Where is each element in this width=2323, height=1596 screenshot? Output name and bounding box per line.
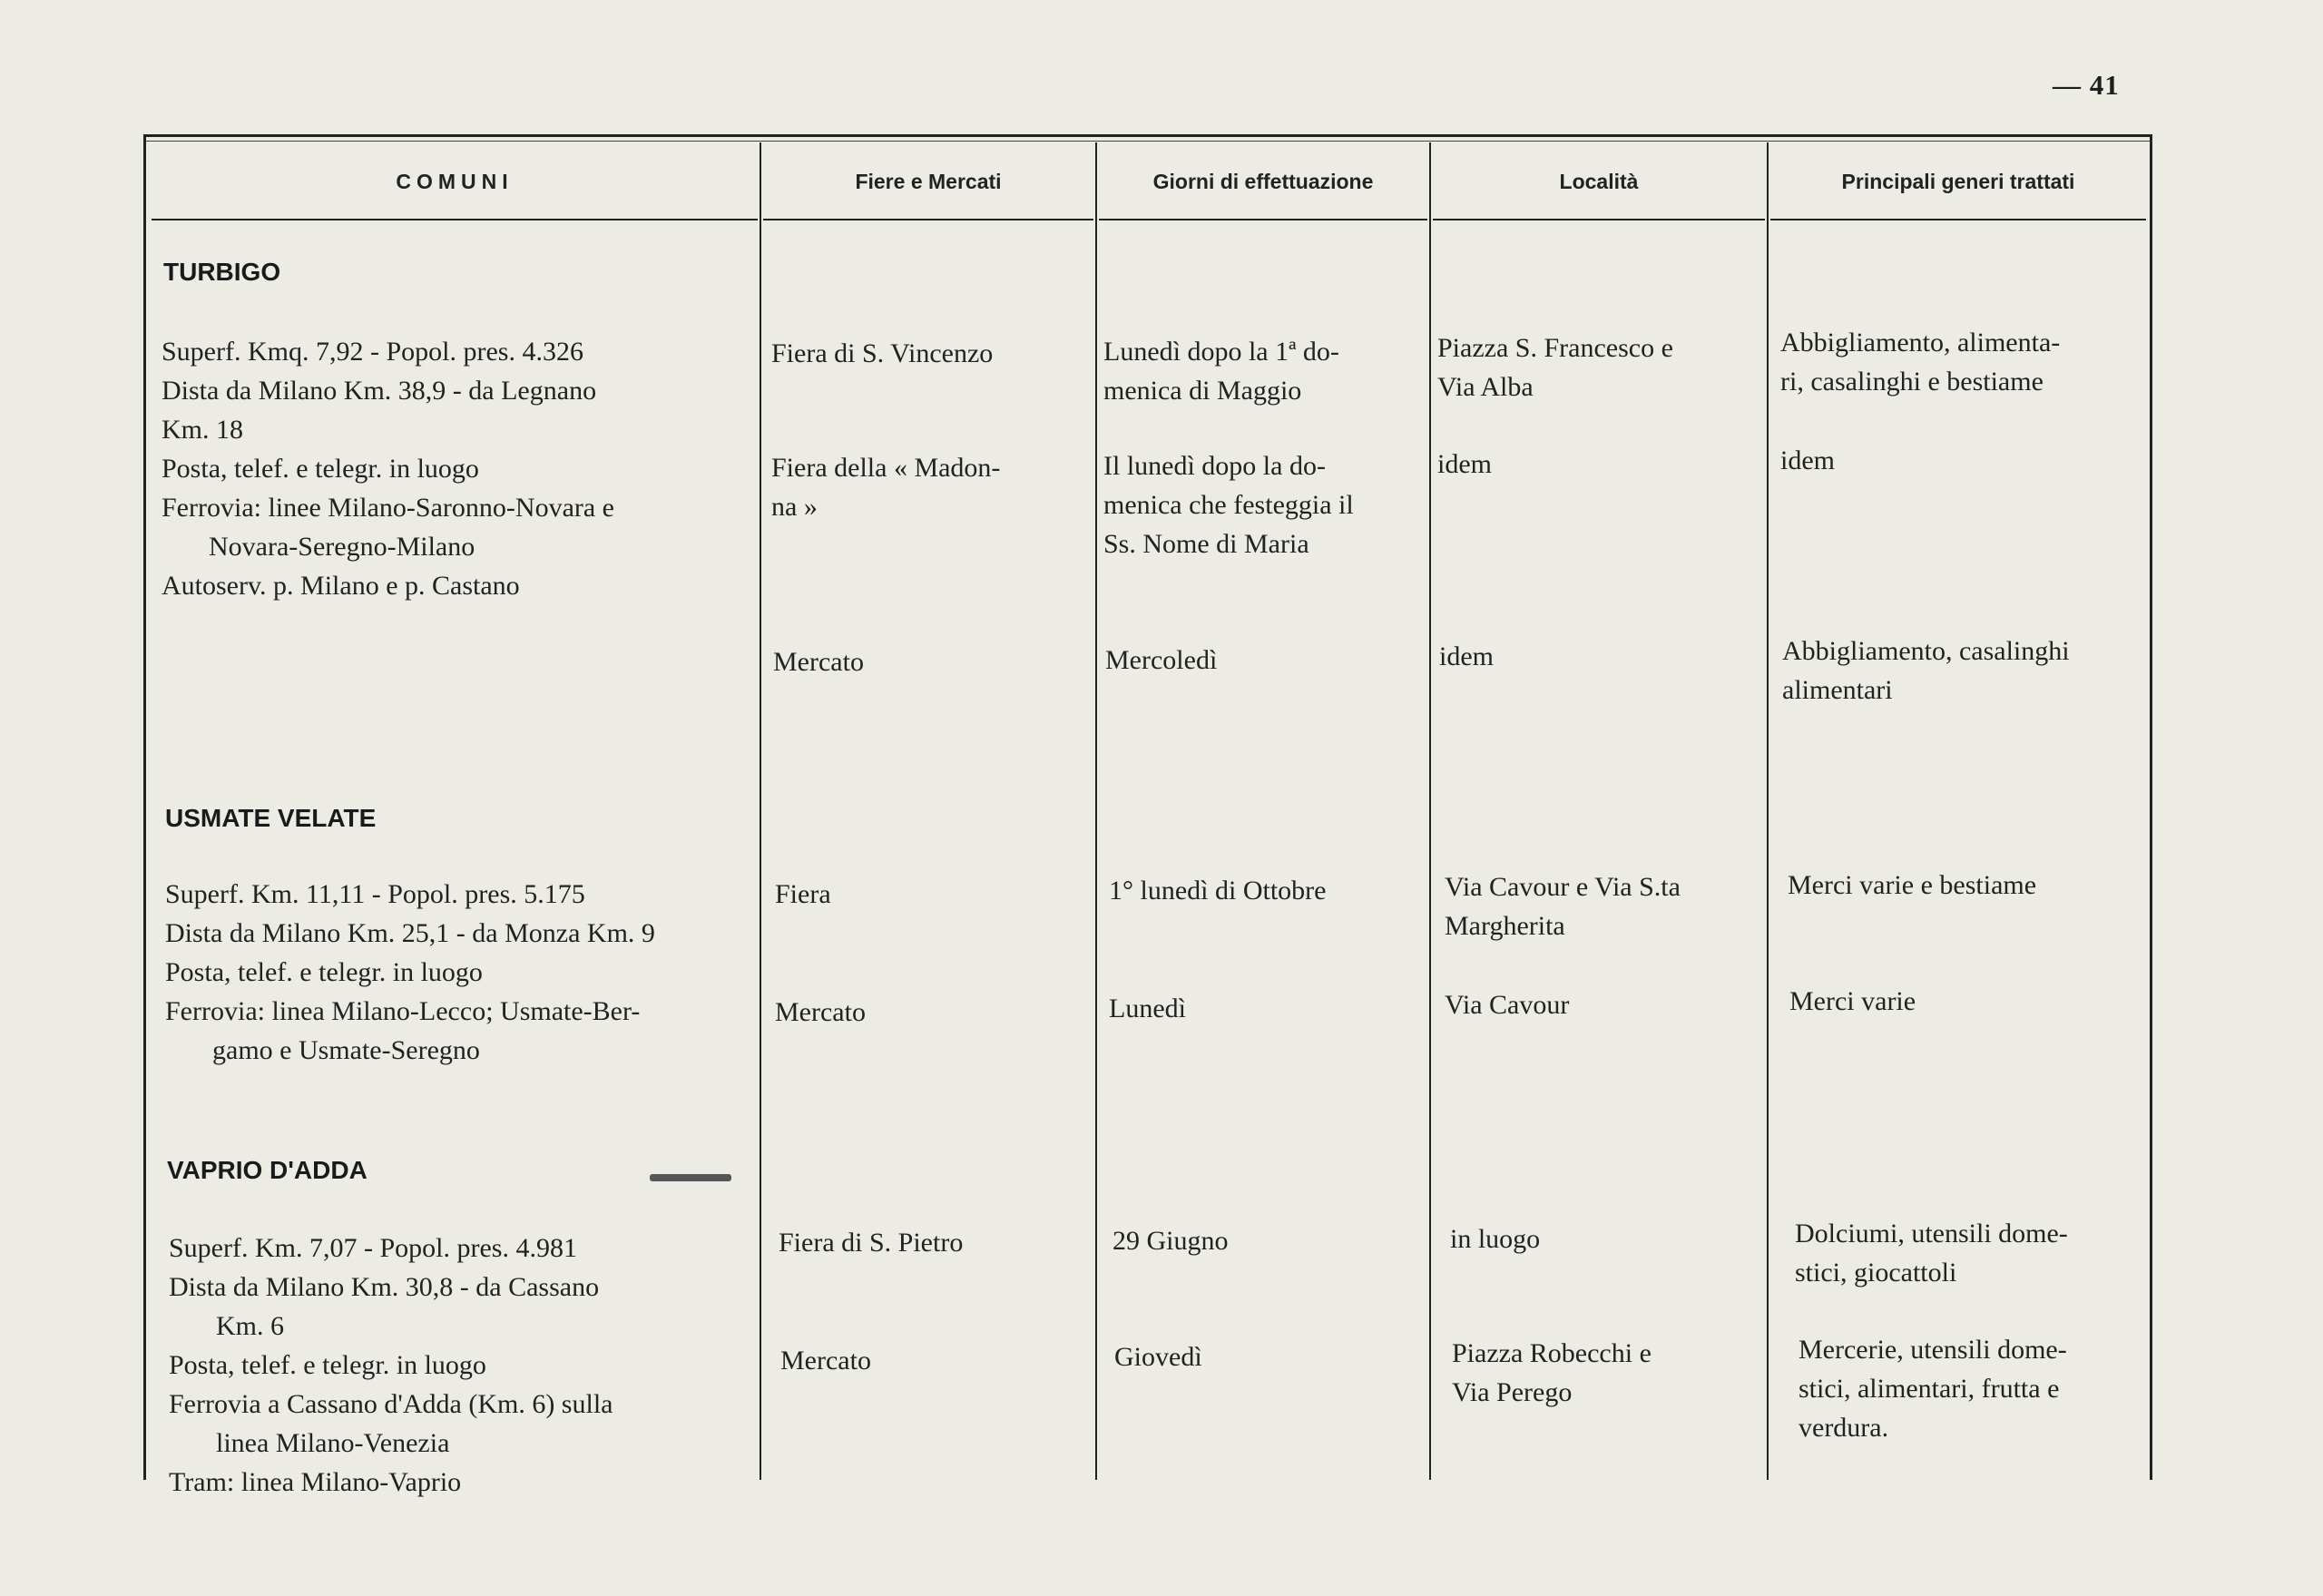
header-giorni: Giorni di effettuazione <box>1099 144 1427 220</box>
fiera-line: Mercato <box>775 997 866 1027</box>
page-number: — 41 <box>2053 69 2120 101</box>
localita-line: Via Cavour e Via S.ta <box>1445 872 1681 902</box>
fiera-cell <box>780 1341 1071 1380</box>
fiera-line: Fiera della « Madon- <box>771 453 1001 483</box>
info-line: Dista da Milano Km. 30,8 - da Cassano <box>169 1272 600 1302</box>
info-line: Novara-Seregno-Milano <box>209 532 475 562</box>
info-line: Posta, telef. e telegr. in luogo <box>169 1350 486 1380</box>
info-line: Ferrovia: linee Milano-Saronno-Novara e <box>162 493 614 523</box>
localita-cell <box>1450 1219 1762 1258</box>
localita-line: in luogo <box>1450 1224 1541 1254</box>
town-name: USMATE VELATE <box>165 804 377 832</box>
info-line: linea Milano-Venezia <box>216 1428 450 1458</box>
generi-line: Abbigliamento, casalinghi <box>1782 636 2070 666</box>
generi-line: idem <box>1780 446 1835 475</box>
localita-line: Via Perego <box>1452 1377 1573 1407</box>
giorni-cell <box>1109 989 1419 1028</box>
giorni-line: 29 Giugno <box>1112 1226 1229 1256</box>
giorni-line: Lunedì <box>1109 994 1186 1023</box>
giorni-line: 1° lunedì di Ottobre <box>1109 876 1327 906</box>
localita-line: Via Cavour <box>1445 990 1570 1020</box>
giorni-cell <box>1109 871 1419 910</box>
info-line: Dista da Milano Km. 38,9 - da Legnano <box>162 376 597 406</box>
info-line: gamo e Usmate-Seregno <box>212 1035 480 1065</box>
localita-cell <box>1445 985 1757 1024</box>
column-divider <box>1429 142 1431 1480</box>
generi-line: ri, casalinghi e bestiame <box>1780 367 2044 397</box>
town-name: TURBIGO <box>163 258 281 286</box>
generi-line: stici, alimentari, frutta e <box>1799 1374 2060 1404</box>
town-info <box>162 332 751 605</box>
localita-line: Piazza S. Francesco e <box>1437 333 1673 363</box>
header-generi: Principali generi trattati <box>1770 144 2146 220</box>
info-line: Ferrovia a Cassano d'Adda (Km. 6) sulla <box>169 1389 613 1419</box>
info-line: Posta, telef. e telegr. in luogo <box>165 957 483 987</box>
info-line: Ferrovia: linea Milano-Lecco; Usmate-Ber- <box>165 996 641 1026</box>
info-line: Superf. Km. 11,11 - Popol. pres. 5.175 <box>165 879 585 909</box>
giorni-cell <box>1105 641 1416 680</box>
fiera-cell <box>771 334 1062 373</box>
giorni-cell <box>1103 332 1414 410</box>
generi-line: verdura. <box>1799 1413 1889 1443</box>
info-line: Autoserv. p. Milano e p. Castano <box>162 571 520 601</box>
giorni-cell <box>1114 1337 1425 1376</box>
giorni-line: Il lunedì dopo la do- <box>1103 451 1326 481</box>
fiera-line: na » <box>771 492 818 522</box>
generi-cell <box>1799 1330 2152 1447</box>
header-comuni: COMUNI <box>152 144 758 220</box>
localita-line: idem <box>1437 449 1492 479</box>
header-localita: Località <box>1433 144 1765 220</box>
generi-line: Mercerie, utensili dome- <box>1799 1335 2067 1365</box>
info-line: Tram: linea Milano-Vaprio <box>169 1467 462 1497</box>
fiera-cell <box>771 448 1080 526</box>
fiera-line: Fiera di S. Vincenzo <box>771 338 994 368</box>
fiera-cell <box>773 642 1063 681</box>
header-fiere-e-mercati: Fiere e Mercati <box>763 144 1093 220</box>
localita-line: Via Alba <box>1437 372 1534 402</box>
generi-line: Merci varie e bestiame <box>1788 870 2037 900</box>
generi-line: stici, giocattoli <box>1795 1258 1957 1288</box>
fiera-cell <box>775 875 1065 914</box>
info-line: Dista da Milano Km. 25,1 - da Monza Km. 9 <box>165 918 655 948</box>
generi-cell <box>1788 866 2142 905</box>
info-line: Km. 18 <box>162 415 243 445</box>
localita-cell <box>1452 1334 1764 1412</box>
localita-line: Piazza Robecchi e <box>1452 1338 1652 1368</box>
generi-line: Dolciumi, utensili dome- <box>1795 1219 2068 1248</box>
localita-cell <box>1437 328 1750 406</box>
giorni-line: Ss. Nome di Maria <box>1103 529 1309 559</box>
fiera-cell <box>775 993 1065 1032</box>
giorni-cell <box>1103 446 1417 563</box>
column-divider <box>1095 142 1097 1480</box>
column-divider <box>1767 142 1769 1480</box>
generi-line: alimentari <box>1782 675 1893 705</box>
localita-line: idem <box>1439 641 1494 671</box>
localita-cell <box>1445 867 1757 945</box>
generi-cell <box>1795 1214 2149 1292</box>
fiera-line: Mercato <box>773 647 864 677</box>
generi-line: Merci varie <box>1789 986 1916 1016</box>
localita-cell <box>1437 445 1750 484</box>
giorni-line: menica che festeggia il <box>1103 490 1354 520</box>
fiera-line: Fiera <box>775 879 831 909</box>
localita-cell <box>1439 637 1751 676</box>
town-info <box>165 875 764 1070</box>
generi-cell <box>1789 982 2143 1021</box>
town-name: VAPRIO D'ADDA <box>167 1156 368 1184</box>
giorni-line: Lunedì dopo la 1ª do- <box>1103 337 1339 367</box>
town-info <box>169 1229 764 1502</box>
info-line: Superf. Kmq. 7,92 - Popol. pres. 4.326 <box>162 337 583 367</box>
giorni-line: Mercoledì <box>1105 645 1218 675</box>
fiera-line: Fiera di S. Pietro <box>779 1228 964 1258</box>
generi-cell <box>1780 323 2134 401</box>
fiera-cell <box>779 1223 1069 1262</box>
giorni-line: menica di Maggio <box>1103 376 1302 406</box>
fiera-line: Mercato <box>780 1346 871 1376</box>
localita-line: Margherita <box>1445 911 1565 941</box>
generi-cell <box>1782 632 2136 710</box>
giorni-cell <box>1112 1221 1423 1260</box>
giorni-line: Giovedì <box>1114 1342 1202 1372</box>
ink-smudge <box>650 1174 731 1181</box>
generi-cell <box>1780 441 2134 480</box>
generi-line: Abbigliamento, alimenta- <box>1780 328 2061 357</box>
info-line: Posta, telef. e telegr. in luogo <box>162 454 479 484</box>
info-line: Superf. Km. 7,07 - Popol. pres. 4.981 <box>169 1233 577 1263</box>
info-line: Km. 6 <box>216 1311 284 1341</box>
